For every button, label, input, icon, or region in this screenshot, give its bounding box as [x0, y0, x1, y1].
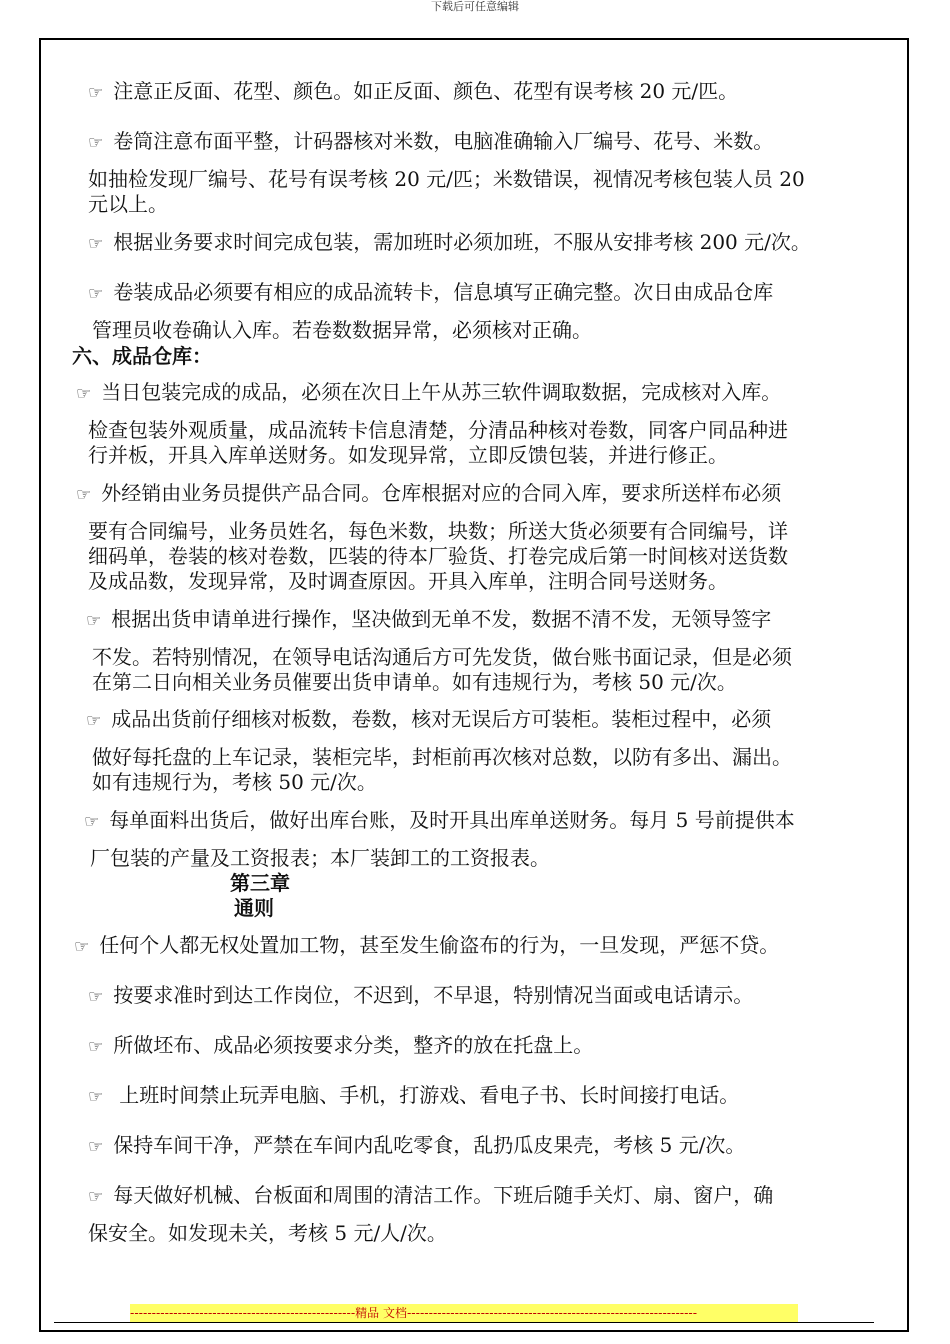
- rule-line: 要有合同编号，业务员姓名，每色米数，块数；所送大货必须要有合同编号，详: [88, 519, 788, 543]
- section-heading: 六、成品仓库：: [72, 344, 212, 368]
- pointing-hand-icon: ☞: [86, 711, 102, 731]
- rule-line: 在第二日向相关业务员催要出货申请单。如有违规行为，考核 50 元/次。: [92, 670, 737, 694]
- rule-item: ☞ 每天做好机械、台板面和周围的清洁工作。下班后随手关灯、扇、窗户，确: [88, 1183, 774, 1207]
- rule-item: ☞ 卷装成品必须要有相应的成品流转卡，信息填写正确完整。次日由成品仓库: [88, 280, 774, 304]
- chapter-title: 第三章: [230, 871, 290, 895]
- rule-line: 细码单，卷装的核对卷数，匹装的待本厂验货、打卷完成后第一时间核对送货数: [88, 544, 788, 568]
- pointing-hand-icon: ☞: [86, 611, 102, 631]
- rule-line: 检查包装外观质量，成品流转卡信息清楚，分清品种核对卷数，同客户同品种进: [88, 418, 788, 442]
- rule-item: ☞ 所做坯布、成品必须按要求分类，整齐的放在托盘上。: [88, 1033, 594, 1057]
- rule-item: ☞ 每单面料出货后，做好出库台账，及时开具出库单送财务。每月 5 号前提供本: [84, 808, 795, 832]
- rule-line: 及成品数，发现异常，及时调查原因。开具入库单，注明合同号送财务。: [88, 569, 728, 593]
- rule-item: ☞ 按要求准时到达工作岗位，不迟到，不早退，特别情况当面或电话请示。: [88, 983, 754, 1007]
- rule-item: ☞ 外经销由业务员提供产品合同。仓库根据对应的合同入库，要求所送样布必须: [76, 481, 782, 505]
- rule-line: 如抽检发现厂编号、花号有误考核 20 元/匹；米数错误，视情况考核包装人员 20: [88, 167, 805, 191]
- rule-line: 厂包装的产量及工资报表；本厂装卸工的工资报表。: [90, 846, 550, 870]
- rule-line: 管理员收卷确认入库。若卷数数据异常，必须核对正确。: [92, 318, 592, 342]
- chapter-subtitle: 通则: [234, 896, 274, 920]
- rule-line: 不发。若特别情况，在领导电话沟通后方可先发货，做台账书面记录，但是必须: [92, 645, 792, 669]
- pointing-hand-icon: ☞: [88, 1087, 104, 1107]
- rule-item: ☞ 注意正反面、花型、颜色。如正反面、颜色、花型有误考核 20 元/匹。: [88, 79, 739, 103]
- pointing-hand-icon: ☞: [88, 83, 104, 103]
- rule-line: 行并板，开具入库单送财务。如发现异常，立即反馈包装，并进行修正。: [88, 443, 728, 467]
- page-header: 下载后可任意编辑: [431, 0, 519, 13]
- rule-item: ☞ 保持车间干净，严禁在车间内乱吃零食，乱扔瓜皮果壳，考核 5 元/次。: [88, 1133, 746, 1157]
- rule-line: 元以上。: [88, 192, 168, 216]
- pointing-hand-icon: ☞: [88, 1137, 104, 1157]
- rule-item: ☞ 当日包装完成的成品，必须在次日上午从苏三软件调取数据，完成核对入库。: [76, 380, 782, 404]
- rule-item: ☞ 上班时间禁止玩弄电脑、手机，打游戏、看电子书、长时间接打电话。: [88, 1083, 740, 1107]
- footer-divider: [54, 1322, 874, 1323]
- rule-item: ☞ 根据出货申请单进行操作，坚决做到无单不发，数据不清不发，无领导签字: [86, 607, 772, 631]
- pointing-hand-icon: ☞: [88, 1037, 104, 1057]
- rule-item: ☞ 根据业务要求时间完成包装，需加班时必须加班，不服从安排考核 200 元/次。: [88, 230, 811, 254]
- rule-item: ☞ 任何个人都无权处置加工物，甚至发生偷盗布的行为，一旦发现，严惩不贷。: [74, 933, 780, 957]
- pointing-hand-icon: ☞: [74, 937, 90, 957]
- pointing-hand-icon: ☞: [88, 133, 104, 153]
- rule-item: ☞ 成品出货前仔细核对板数，卷数，核对无误后方可装柜。装柜过程中，必须: [86, 707, 772, 731]
- rule-line: 如有违规行为，考核 50 元/次。: [92, 770, 377, 794]
- pointing-hand-icon: ☞: [84, 812, 100, 832]
- pointing-hand-icon: ☞: [76, 485, 92, 505]
- pointing-hand-icon: ☞: [88, 1187, 104, 1207]
- rule-item: ☞ 卷筒注意布面平整，计码器核对米数，电脑准确输入厂编号、花号、米数。: [88, 129, 774, 153]
- pointing-hand-icon: ☞: [88, 284, 104, 304]
- rule-line: 保安全。如发现未关，考核 5 元/人/次。: [88, 1221, 447, 1245]
- pointing-hand-icon: ☞: [76, 384, 92, 404]
- pointing-hand-icon: ☞: [88, 987, 104, 1007]
- pointing-hand-icon: ☞: [88, 234, 104, 254]
- rule-line: 做好每托盘的上车记录，装柜完毕，封柜前再次核对总数，以防有多出、漏出。: [92, 745, 792, 769]
- footer-banner: ----------------------------------------------------精品 文档-------------------------------------------------------------------: [130, 1304, 798, 1322]
